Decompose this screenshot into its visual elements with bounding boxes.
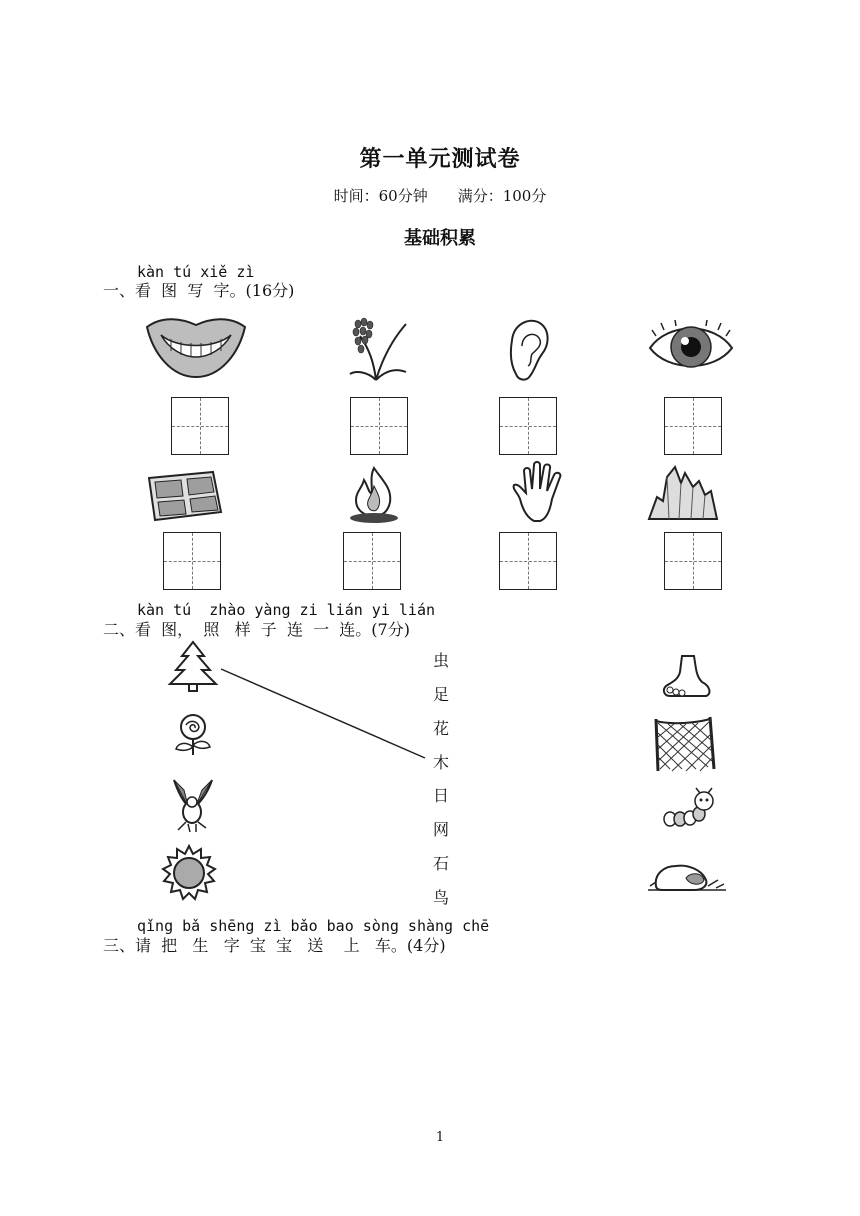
q2-pinyin: kàn tú zhào yàng zi lián yi lián — [137, 601, 436, 619]
character-item[interactable]: 花 — [432, 719, 449, 738]
bird-icon — [168, 778, 216, 834]
fire-icon — [346, 466, 402, 524]
character-item[interactable]: 鸟 — [432, 888, 449, 907]
character-item[interactable]: 网 — [432, 820, 449, 839]
writing-grid[interactable] — [350, 397, 408, 455]
time-limit: 时间：60分钟 — [333, 187, 428, 205]
page-number: 1 — [435, 1130, 445, 1145]
writing-grid[interactable] — [664, 532, 722, 590]
writing-grid[interactable] — [171, 397, 229, 455]
ear-icon — [506, 316, 552, 382]
section-title: 基础积累 — [404, 228, 476, 249]
page-title: 第一单元测试卷 — [359, 146, 521, 172]
eye-icon — [648, 320, 734, 374]
writing-grid[interactable] — [664, 397, 722, 455]
character-item[interactable]: 日 — [432, 786, 449, 805]
mouth-icon — [143, 313, 249, 381]
net-icon — [652, 715, 716, 773]
caterpillar-icon — [662, 787, 718, 831]
character-item[interactable]: 木 — [432, 753, 449, 772]
rice-icon — [346, 316, 412, 382]
tree-icon — [168, 640, 218, 692]
foot-icon — [660, 654, 714, 700]
character-item[interactable]: 石 — [432, 854, 449, 873]
example-connection-line — [218, 666, 428, 762]
writing-grid[interactable] — [499, 397, 557, 455]
full-score: 满分：100分 — [457, 187, 547, 205]
exam-meta — [0, 185, 860, 206]
field-icon — [143, 470, 223, 522]
character-item[interactable]: 足 — [432, 685, 449, 704]
writing-grid[interactable] — [163, 532, 221, 590]
q1-label: 一、看 图 写 字。(16分) — [103, 281, 295, 300]
mountain-icon — [647, 463, 719, 521]
q2-label: 二、看 图， 照 样 子 连 一 连。(7分) — [103, 620, 410, 639]
writing-grid[interactable] — [343, 532, 401, 590]
stone-icon — [646, 856, 728, 894]
writing-grid[interactable] — [499, 532, 557, 590]
q3-pinyin: qǐng bǎ shēng zì bǎo bao sòng shàng chē — [137, 917, 490, 935]
hand-icon — [510, 461, 570, 523]
q3-label: 三、请 把 生 字 宝 宝 送 上 车。(4分) — [103, 936, 446, 955]
character-item[interactable]: 虫 — [432, 651, 449, 670]
flower-icon — [172, 713, 214, 757]
q1-pinyin: kàn tú xiě zì — [137, 263, 255, 281]
sun-icon — [160, 844, 218, 902]
